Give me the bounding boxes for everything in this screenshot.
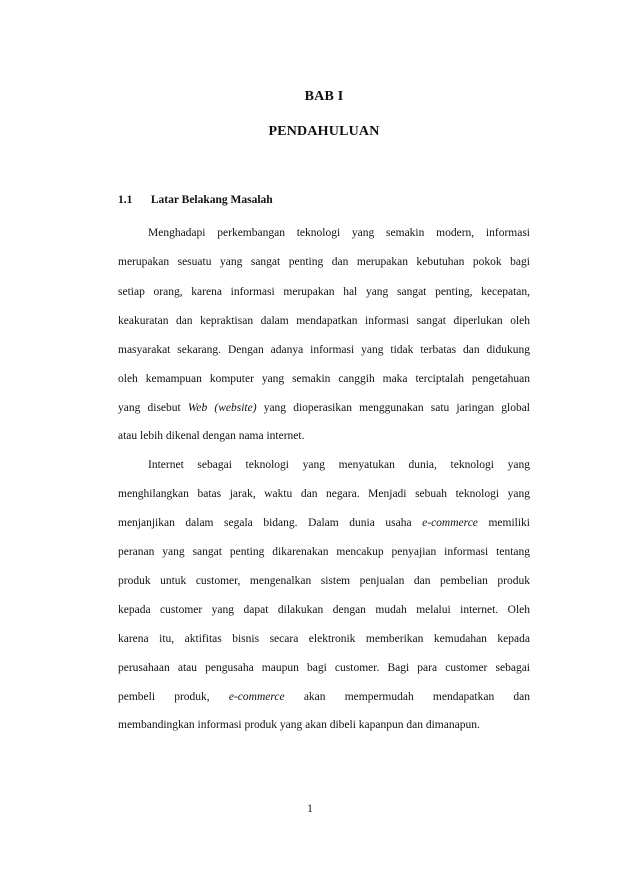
page-number: 1: [307, 803, 313, 815]
text-segment: menjanjikan dalam segala bidang. Dalam dunia usaha: [118, 517, 423, 529]
paragraph-1-line: masyarakat sekarang. Dengan adanya informasi yang tidak terbatas dan didukung: [118, 344, 530, 356]
paragraph-1-line: keakuratan dan kepraktisan dalam mendapatkan informasi sangat diperlukan oleh: [118, 315, 530, 327]
italic-term: e-commerce: [228, 691, 285, 703]
paragraph-1-line: setiap orang, karena informasi merupakan hal yang sangat penting, kecepatan,: [118, 286, 530, 298]
paragraph-2-line: peranan yang sangat penting dikarenakan mencakup penyajian informasi tentang: [118, 546, 530, 558]
paragraph-1-line: [118, 400, 530, 416]
text-segment: pembeli produk,: [118, 691, 229, 703]
paragraph-2-line: perusahaan atau pengusaha maupun bagi customer. Bagi para customer sebagai: [118, 662, 530, 674]
text-segment: yang dioperasikan menggunakan satu jaringan global: [256, 402, 530, 414]
paragraph-2-line: menghilangkan batas jarak, waktu dan negara. Menjadi sebuah teknologi yang: [118, 488, 530, 500]
text-segment: akan mempermudah mendapatkan dan: [284, 691, 530, 703]
section-title: Latar Belakang Masalah: [150, 194, 273, 206]
chapter-title: PENDAHULUAN: [268, 124, 380, 139]
italic-term: e-commerce: [422, 517, 478, 529]
section-heading: [118, 194, 273, 206]
chapter-number: BAB I: [304, 89, 344, 104]
paragraph-2-line: membandingkan informasi produk yang akan dibeli kapanpun dan dimanapun.: [118, 719, 480, 731]
italic-term: Web (website): [187, 402, 257, 414]
section-number: 1.1: [118, 194, 133, 206]
paragraph-2-line: kepada customer yang dapat dilakukan dengan mudah melalui internet. Oleh: [118, 604, 530, 616]
paragraph-2-line: karena itu, aktifitas bisnis secara elektronik memberikan kemudahan kepada: [118, 633, 530, 645]
paragraph-1-line: Menghadapi perkembangan teknologi yang semakin modern, informasi: [148, 227, 530, 239]
paragraph-2-line: produk untuk customer, mengenalkan sistem penjualan dan pembelian produk: [118, 575, 530, 587]
paragraph-1-line: atau lebih dikenal dengan nama internet.: [118, 430, 305, 442]
paragraph-2-line: Internet sebagai teknologi yang menyatukan dunia, teknologi yang: [148, 459, 530, 471]
text-segment: yang disebut: [118, 402, 188, 414]
paragraph-2-line: [118, 515, 530, 531]
paragraph-2-line: [118, 689, 530, 705]
paragraph-1-line: merupakan sesuatu yang sangat penting dan merupakan kebutuhan pokok bagi: [118, 256, 530, 268]
paragraph-1-line: oleh kemampuan komputer yang semakin canggih maka terciptalah pengetahuan: [118, 373, 530, 385]
text-segment: memiliki: [477, 517, 530, 529]
